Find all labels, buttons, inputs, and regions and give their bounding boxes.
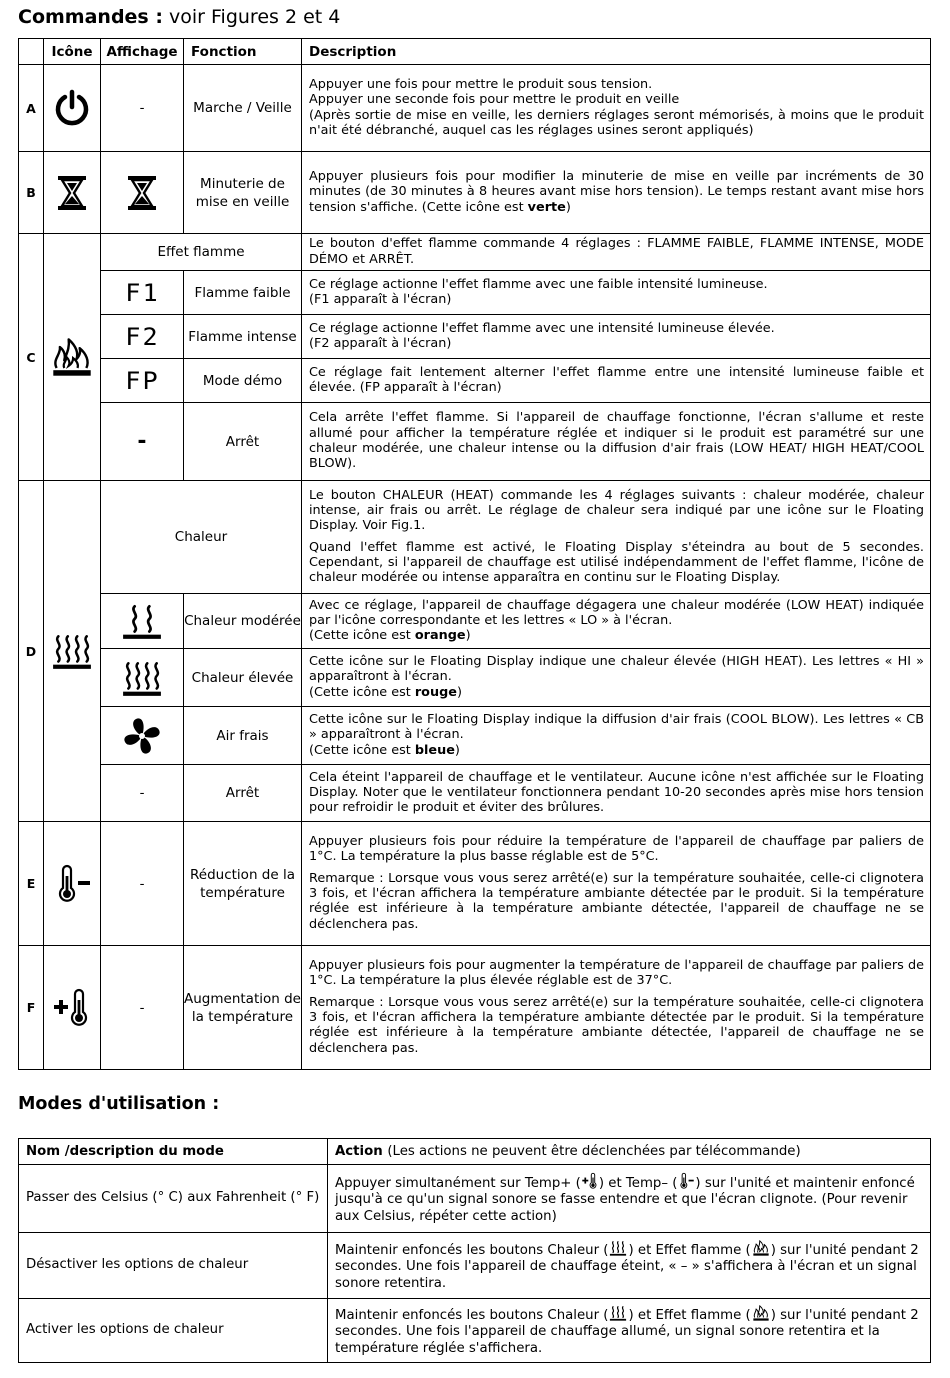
table-header: Nom /description du mode Action (Les actions ne peuvent être déclenchées par télécommande) [19,1139,931,1165]
modes-title: Modes d'utilisation : [18,1094,220,1114]
table-row: Air frais Cette icône sur le Floating Display indique la diffusion d'air frais (COOL BLOW). Les lettres « CB » apparaîtront à l'écran. (Cette icône est bleue) [19,707,931,765]
high-heat-icon [101,649,184,707]
page-title: Commandes : voir Figures 2 et 4 [18,6,341,28]
header-icon: Icône [44,39,101,65]
flame-effect-icon [751,1239,771,1257]
table-row: F1 Flamme faible Ce réglage actionne l'effet flamme avec une faible intensité lumineuse. (F1 apparaît à l'écran) [19,271,931,315]
table-row: A - Marche / Veille Appuyer une fois pour mettre le produit sous tension. Appuyer une seconde fois pour mettre le produit en veille (Après sortie de mise en veille, les derniers réglages seront mémorisés, à moins que le produit n'ait été débranché, auquel cas les réglages usines seront appliqués) [19,65,931,152]
commands-table [18,38,931,1070]
temp-plus-icon [581,1172,599,1190]
table-row: E - Réduction de la température Appuyer plusieurs fois pour réduire la température de l'appareil de chauffage par paliers de 1°C. La température la plus basse réglable est de 5°C. Remarque : Lorsque vous vous serez arrêté(e) sur la température souhaitée, celle-ci clignotera 3 fois, et l'écran affichera la température ambiante détectée par le produit. Si la température réglée est inférieure à la température ambiante détectée, l'appareil de chauffage ne se déclenchera pas. [19,822,931,946]
table-row: Activer les options de chaleur Maintenir enfoncés les boutons Chaleur ( ) et Effet flamme ( ) sur l'unité pendant 2 secondes. Une fois l'appareil de chauffage allumé, un signal sonore retentira et la température réglée s'affichera. [19,1299,931,1363]
table-row: Passer des Celsius (° C) aux Fahrenheit (° F) Appuyer simultanément sur Temp+ ( ) et Temp– ( ) sur l'unité et maintenir enfoncé jusqu'à ce qu'un signal sonore se fasse entendre et que l'écran clignote. (Pour revenir aux Celsius, répéter cette action) [19,1165,931,1233]
temp-minus-icon [677,1172,695,1190]
flame-effect-icon [44,234,101,481]
table-row: Chaleur modérée Avec ce réglage, l'appareil de chauffage dégagera une chaleur modérée (LOW HEAT) indiquée par l'icône correspondante et les lettres « LO » à l'écran. (Cette icône est orange) [19,594,931,649]
hourglass-icon [44,152,101,234]
fan-icon [101,707,184,765]
table-header [19,39,931,65]
description: Appuyer une fois pour mettre le produit sous tension. Appuyer une seconde fois pour mettre le produit en veille (Après sortie de mise en veille, les derniers réglages seront mémorisés, à moins que le produit n'ait été débranché, auquel cas les réglages usines seront appliqués) [302,65,931,152]
header-function: Fonction [184,39,302,65]
table-row: Désactiver les options de chaleur Maintenir enfoncés les boutons Chaleur ( ) et Effet flamme ( ) sur l'unité pendant 2 secondes. Une fois l'appareil de chauffage éteint, « – » s'affichera à l'écran et un signal sonore retentira. [19,1233,931,1299]
table-row: B Minuterie de mise en veille Appuyer plusieurs fois pour modifier la minuterie de mise en veille par incréments de 30 minutes (de 30 minutes à 8 heures avant mise hors tension). Le temps restant avant mise hors tension s'affiche. (Cette icône est verte) [19,152,931,234]
heat-icon [44,481,101,822]
temp-plus-icon [44,946,101,1070]
description: Appuyer plusieurs fois pour modifier la minuterie de mise en veille par incréments de 30 minutes (de 30 minutes à 8 heures avant mise hors tension). Le temps restant avant mise hors tension s'affiche. (Cette icône est verte) [302,152,931,234]
table-row: - Arrêt Cela arrête l'effet flamme. Si l'appareil de chauffage fonctionne, l'écran s'allume et reste allumé pour afficher la température réglée et indiquer si le produit est paramétré sur une chaleur modérée, une chaleur intense ou la diffusion d'air frais (LOW HEAT/ HIGH HEAT/COOL BLOW). [19,403,931,481]
hourglass-display-icon [101,152,184,234]
table-row: FP Mode démo Ce réglage fait lentement alterner l'effet flamme entre une intensité lumineuse faible et élevée. (FP apparaît à l'écran) [19,359,931,403]
modes-table [18,1138,931,1363]
temp-minus-icon [44,822,101,946]
table-row: D Chaleur Le bouton CHALEUR (HEAT) commande les 4 réglages suivants : chaleur modérée, chaleur intense, air frais ou arrêt. Le réglage de chaleur sera indiqué par une icône sur le Floating Display. Voir Fig.1. Quand l'effet flamme est activé, le Floating Display s'éteindra au bout de 5 secondes. Cependant, si l'appareil de chauffage est utilisé indépendamment de l'effet flamme, l'icône de chaleur modérée ou intense apparaîtra en continu sur le Floating Display. [19,481,931,594]
heat-icon [608,1239,628,1257]
table-row: - Arrêt Cela éteint l'appareil de chauffage et le ventilateur. Aucune icône n'est affichée sur le Floating Display. Noter que le ventilateur fonctionnera pendant 10-20 secondes après mise hors tension pour refroidir le produit et éviter des brûlures. [19,765,931,822]
heat-icon [608,1304,628,1322]
header-description: Description [302,39,931,65]
table-row: Chaleur élevée Cette icône sur le Floating Display indique une chaleur élevée (HIGH HEAT). Les lettres « HI » apparaîtront à l'écran. (Cette icône est rouge) [19,649,931,707]
power-icon [44,65,101,152]
table-row: C Effet flamme Le bouton d'effet flamme commande 4 réglages : FLAMME FAIBLE, FLAMME INTENSE, MODE DÉMO et ARRÊT. [19,234,931,271]
low-heat-icon [101,594,184,649]
table-row: F - Augmentation de la température Appuyer plusieurs fois pour augmenter la température de l'appareil de chauffage par paliers de 1°C. La température la plus élevée réglable est de 37°C. Remarque : Lorsque vous vous serez arrêté(e) sur la température souhaitée, celle-ci clignotera 3 fois, et l'écran affichera la température ambiante détectée par le produit. Si la température réglée est inférieure à la température ambiante détectée, l'appareil de chauffage ne se déclenchera pas. [19,946,931,1070]
flame-effect-icon [751,1304,771,1322]
table-row: F2 Flamme intense Ce réglage actionne l'effet flamme avec une intensité lumineuse élevée. (F2 apparaît à l'écran) [19,315,931,359]
header-display: Affichage [101,39,184,65]
